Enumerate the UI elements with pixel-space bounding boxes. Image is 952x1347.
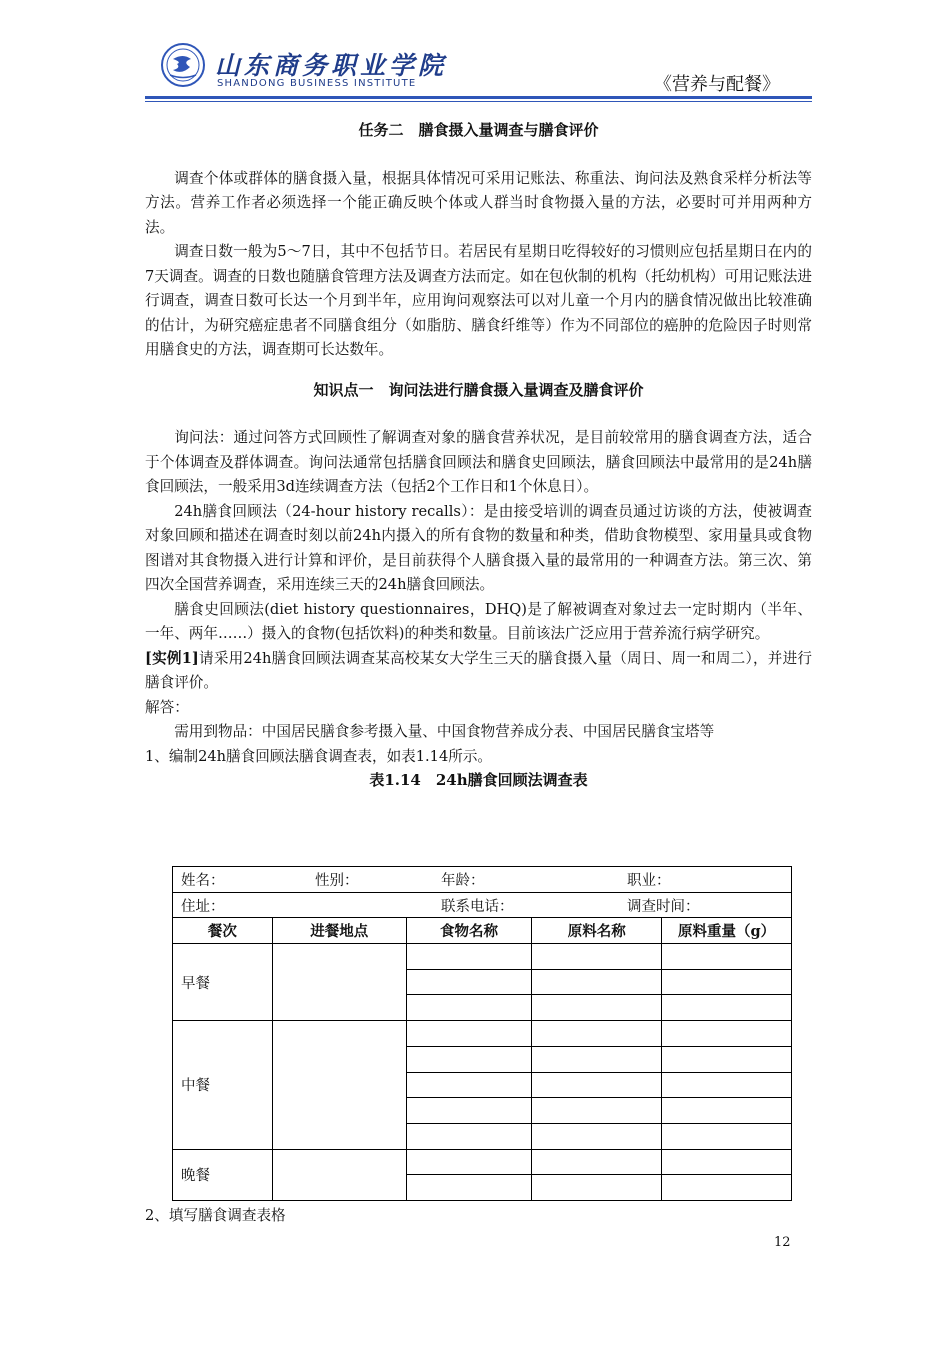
page-body [145, 118, 812, 791]
step-2: 2、填写膳食调查表格 [145, 1207, 286, 1224]
col-header-meal: 餐次 [173, 918, 273, 944]
ingredient-cell[interactable] [532, 1149, 662, 1175]
ingredient-cell[interactable] [532, 1021, 662, 1047]
ingredient-cell[interactable] [532, 944, 662, 970]
col-header-place: 进餐地点 [272, 918, 406, 944]
food-cell[interactable] [406, 1021, 532, 1047]
meal-dinner: 晚餐 [173, 1149, 273, 1200]
weight-cell[interactable] [662, 1175, 792, 1201]
gender-label: 性别： [315, 872, 359, 889]
age-label: 年龄： [441, 872, 485, 889]
paragraph: 膳食史回顾法(diet history questionnaires，DHQ)是了解被调查对象过去一定时期内（半年、一年、两年……）摄入的食物(包括饮料)的种类和数量。目前该法广泛应用于营养流行病学研究。 [145, 600, 812, 642]
table-row [173, 867, 792, 893]
weight-cell[interactable] [662, 1072, 792, 1098]
ingredient-cell[interactable] [532, 1123, 662, 1149]
example-tag: [实例1] [145, 649, 199, 667]
school-logo-icon [160, 42, 206, 88]
meal-breakfast: 早餐 [173, 944, 273, 1021]
paragraph: 需用到物品：中国居民膳食参考摄入量、中国食物营养成分表、中国居民膳食宝塔等 [174, 723, 715, 740]
survey-table [172, 866, 792, 1201]
weight-cell[interactable] [662, 944, 792, 970]
book-title: 《营养与配餐》 [654, 74, 780, 95]
food-cell[interactable] [406, 1123, 532, 1149]
table-row [173, 892, 792, 918]
ingredient-cell[interactable] [532, 1098, 662, 1124]
col-header-weight: 原料重量（g） [662, 918, 792, 944]
table-row [173, 944, 792, 970]
ingredient-cell[interactable] [532, 1072, 662, 1098]
occupation-label: 职业： [627, 872, 671, 889]
food-cell[interactable] [406, 1149, 532, 1175]
page-number: 12 [774, 1235, 791, 1250]
place-cell[interactable] [272, 944, 406, 1021]
address-label: 住址： [181, 898, 225, 915]
col-header-food: 食物名称 [406, 918, 532, 944]
paragraph: 调查个体或群体的膳食摄入量，根据具体情况可采用记账法、称重法、询问法及熟食采样分析法等方法。营养工作者必须选择一个能正确反映个体或人群当时食物摄入量的方法，必要时可并用两种方法。 [145, 169, 812, 236]
example-paragraph [145, 647, 812, 696]
place-cell[interactable] [272, 1149, 406, 1200]
weight-cell[interactable] [662, 1149, 792, 1175]
weight-cell[interactable] [662, 969, 792, 995]
school-name-en: SHANDONG BUSINESS INSTITUTE [217, 78, 417, 89]
table-header-row [173, 918, 792, 944]
ingredient-cell[interactable] [532, 969, 662, 995]
knowledge-point-heading: 知识点一 询问法进行膳食摄入量调查及膳食评价 [313, 380, 644, 399]
table-row [173, 1021, 792, 1047]
weight-cell[interactable] [662, 1021, 792, 1047]
place-cell[interactable] [272, 1021, 406, 1149]
paragraph: 调查日数一般为5～7日，其中不包括节日。若居民有星期日吃得较好的习惯则应包括星期日在内的7天调查。调查的日数也随膳食管理方法及调查方法而定。如在包伙制的机构（托幼机构）可用记账法进行调查，调查日数可长达一个月到半年，应用询问观察法可以对儿童一个月内的膳食情况做出比较准确的估计，为研究癌症患者不同膳食组分（如脂肪、膳食纤维等）作为不同部位的癌肿的危险因子时则常用膳食史的方法，调查期可长达数年。 [145, 243, 812, 358]
header-rule [145, 96, 812, 99]
ingredient-cell[interactable] [532, 1175, 662, 1201]
food-cell[interactable] [406, 1072, 532, 1098]
header-rule-thin [145, 101, 812, 102]
weight-cell[interactable] [662, 1098, 792, 1124]
paragraph: 24h膳食回顾法（24-hour history recalls）：是由接受培训的调查员通过访谈的方法，使被调查对象回顾和描述在调查时刻以前24h内摄入的所有食物的数量和种类，借助食物模型、家用量具或食物图谱对其食物摄入进行计算和评价，是目前获得个人膳食摄入量的最常用的一种调查方法。第三次、第四次全国营养调查，采用连续三天的24h膳食回顾法。 [145, 502, 812, 593]
weight-cell[interactable] [662, 1046, 792, 1072]
weight-cell[interactable] [662, 1123, 792, 1149]
food-cell[interactable] [406, 944, 532, 970]
school-name-cn: 山东商务职业学院 [215, 51, 448, 80]
table-caption: 表1.14 24h膳食回顾法调查表 [369, 771, 588, 789]
food-cell[interactable] [406, 1175, 532, 1201]
col-header-ingredient: 原料名称 [532, 918, 662, 944]
ingredient-cell[interactable] [532, 995, 662, 1021]
table-row [173, 1149, 792, 1175]
food-cell[interactable] [406, 1098, 532, 1124]
weight-cell[interactable] [662, 995, 792, 1021]
page-header [145, 38, 812, 102]
food-cell[interactable] [406, 969, 532, 995]
survey-time-label: 调查时间： [627, 898, 700, 915]
answer-label: 解答： [145, 698, 189, 716]
food-cell[interactable] [406, 995, 532, 1021]
step-1: 1、编制24h膳食回顾法膳食调查表，如表1.14所示。 [145, 747, 493, 765]
meal-lunch: 中餐 [173, 1021, 273, 1149]
task-heading: 任务二 膳食摄入量调查与膳食评价 [358, 121, 599, 139]
example-text: 请采用24h膳食回顾法调查某高校某女大学生三天的膳食摄入量（周日、周一和周二），并进行膳食评价。 [145, 649, 812, 691]
name-label: 姓名： [181, 872, 225, 889]
food-cell[interactable] [406, 1046, 532, 1072]
phone-label: 联系电话： [441, 898, 514, 915]
ingredient-cell[interactable] [532, 1046, 662, 1072]
paragraph: 询问法：通过问答方式回顾性了解调查对象的膳食营养状况，是目前较常用的膳食调查方法，适合于个体调查及群体调查。询问法通常包括膳食回顾法和膳食史回顾法，膳食回顾法中最常用的是24h膳食回顾法，一般采用3d连续调查方法（包括2个工作日和1个休息日）。 [145, 429, 812, 495]
